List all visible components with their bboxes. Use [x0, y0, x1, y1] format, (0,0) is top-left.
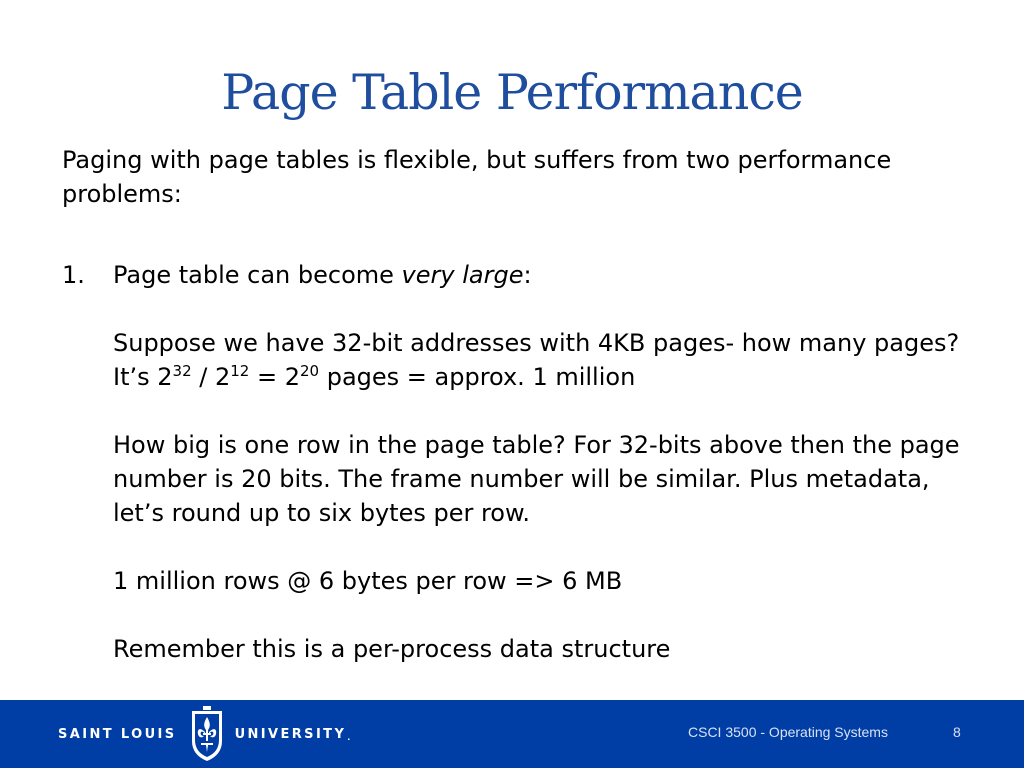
numbered-list	[62, 258, 982, 666]
pages-calculation-paragraph	[113, 326, 982, 394]
list-item-number: 1.	[62, 261, 85, 289]
footer-bar	[0, 700, 1024, 768]
item-heading-emphasis: very large	[401, 261, 524, 289]
pages-calc-mid1: / 2	[191, 363, 231, 391]
pages-calc-suffix: pages = approx. 1 million	[319, 363, 636, 391]
logo-text-right: UNIVERSITY.	[234, 726, 351, 742]
row-size-paragraph: How big is one row in the page table? For 32-bits above then the page number is 20 bits. The frame number will be similar. Plus metadata, let’s round up to six bytes per row.	[113, 431, 960, 527]
list-item	[62, 258, 982, 666]
slide-intro: Paging with page tables is flexible, but suffers from two performance problems:	[62, 146, 892, 208]
university-logo	[58, 700, 350, 768]
item-heading-prefix: Page table can become	[113, 261, 402, 289]
page-number: 8	[953, 724, 961, 740]
exponent-20: 20	[299, 362, 320, 380]
pages-calc-mid2: = 2	[249, 363, 300, 391]
logo-trademark-dot: .	[347, 732, 351, 742]
logo-text-left: SAINT LOUIS	[58, 726, 177, 742]
pages-calc-prefix: Suppose we have 32-bit addresses with 4KB pages- how many pages? It’s 2	[113, 329, 960, 391]
total-size-paragraph: 1 million rows @ 6 bytes per row => 6 MB	[113, 567, 623, 595]
list-item-body	[113, 258, 982, 666]
slide-title: Page Table Performance	[221, 64, 803, 121]
exponent-32: 32	[172, 362, 192, 380]
item-heading	[113, 258, 982, 292]
per-process-paragraph: Remember this is a per-process data structure	[113, 635, 671, 663]
course-label: CSCI 3500 - Operating Systems	[688, 724, 888, 740]
exponent-12: 12	[230, 362, 250, 380]
item-heading-suffix: :	[523, 261, 532, 289]
fleur-de-lis-shield-icon	[189, 705, 225, 763]
